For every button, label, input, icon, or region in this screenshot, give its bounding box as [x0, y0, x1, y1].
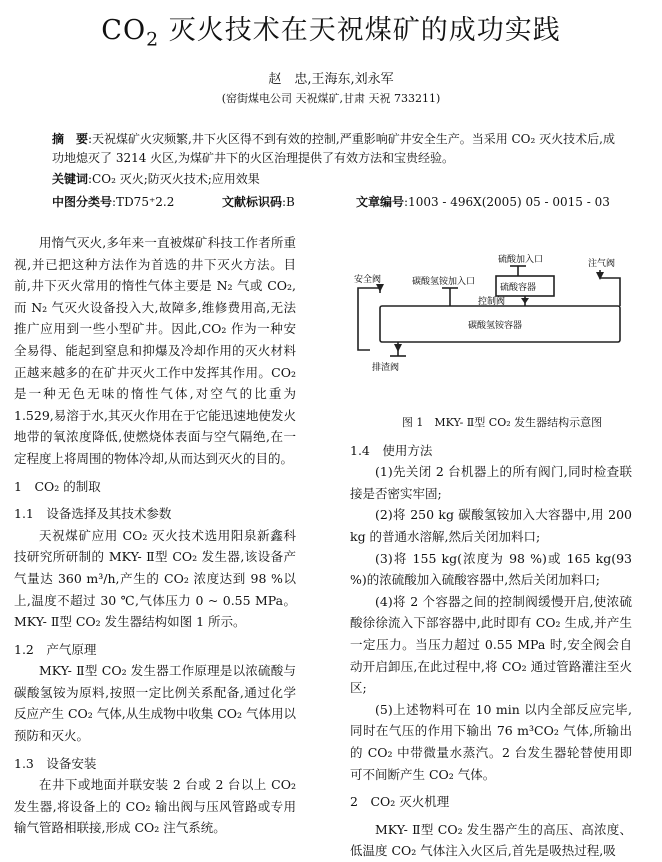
section-1-2-heading: 1.2 产气原理: [14, 641, 97, 657]
label-nh4-inlet: 碳酸氢铵加入口: [412, 277, 476, 287]
section-1-heading: 1 CO₂ 的制取: [14, 478, 101, 494]
section-1-3-text: 在井下或地面并联安装 2 台或 2 台以上 CO₂ 发生器,将设备上的 CO₂ 输出阀与压风管路或专用输气管路相联接,形成 CO₂ 注气系统。: [14, 777, 296, 836]
intro-paragraph: 用惰气灭火,多年来一直被煤矿科技工作者所重视,并已把这种方法作为首选的井下灭火方法。目前,井下灭火常用的惰性气体主要是 N₂ 气或 CO₂,而 N₂ 气灭火设备投入大,故障多,维修费用高,无法推广应用到一些小型矿井。因此,CO₂ 作为一种安全易得、能起到窒息和抑爆及冷却作用的灭火材料正越来越多的在矿井灭火工作中发挥其作用。CO₂ 是一种无色无味的惰性气体,对空气的比重为 1.529,易溶于水,其灭火作用在于它能迅速地使发火地带的氧浓度降低,使燃烧体表面与空气隔绝,在一定程度上将周围的物体冷却,从而达到灭火的目的。: [14, 235, 296, 466]
figure-1-caption: 图 1 MKY- Ⅱ型 CO₂ 发生器结构示意图: [401, 416, 603, 429]
label-h2so4-inlet: 硫酸加入口: [498, 255, 544, 265]
right-column: [350, 248, 632, 862]
section-1-3-heading: 1.3 设备安装: [14, 755, 97, 771]
figure-1: [350, 248, 632, 408]
authors: 赵 忠,王海东,刘永军: [268, 72, 394, 87]
doc-label: 文献标识码: [222, 195, 283, 209]
label-safety-valve: 安全阀: [354, 275, 382, 285]
keywords-label: 关键词: [52, 172, 89, 186]
section-1-4-heading: 1.4 使用方法: [350, 442, 433, 458]
classification-line: [52, 193, 632, 212]
section-1-2-text: MKY- Ⅱ型 CO₂ 发生器工作原理是以浓硫酸与碳酸氢铵为原料,按照一定比例关系配备,通过化学反应产生 CO₂ 气体,从生成物中收集 CO₂ 气体用以预防和灭火。: [14, 663, 297, 744]
clc-label: 中图分类号: [52, 195, 113, 209]
abstract: [52, 130, 622, 168]
left-column: [14, 232, 296, 839]
step-4: (4)将 2 个容器之间的控制阀缓慢开启,使浓硫酸徐徐流入下部容器中,此时即有 CO₂ 生成,并产生一定压力。当压力超过 0.55 MPa 时,安全阀会自动开启卸压,在此过程中,将 CO₂ 通过管路灌注至火区;: [350, 593, 632, 696]
generator-diagram: [350, 248, 632, 408]
paper-title: $CO_2$ 灭火技术在天祝煤矿的成功实践: [101, 15, 561, 51]
doc-value: :B: [282, 195, 295, 209]
section-2-text: MKY- Ⅱ型 CO₂ 发生器产生的高压、高浓度、低温度 CO₂ 气体注入火区后,首先是吸热过程,吸: [350, 821, 632, 859]
affiliation: (窑街煤电公司 天祝煤矿,甘肃 天祝 733211): [221, 92, 441, 105]
step-5: (5)上述物料可在 10 min 以内全部反应完毕,同时在气压的作用下输出 76 m³CO₂ 气体,所输出的 CO₂ 中带微量水蒸汽。2 台发生器轮替使用即可不间断产生 CO₂ 气体。: [350, 701, 632, 782]
step-1: (1)先关闭 2 台机器上的所有阀门,同时检查联接是否密实牢固;: [350, 464, 632, 501]
clc-value: :TD75⁺2.2: [112, 195, 175, 209]
label-injection-valve: 注气阀: [588, 259, 616, 269]
article-value: :1003 - 496X(2005) 05 - 0015 - 03: [404, 195, 610, 209]
step-2: (2)将 250 kg 碳酸氢铵加入大容器中,用 200 kg 的普通水溶解,然后关闭加料口;: [350, 507, 632, 544]
step-3: (3)将 155 kg(浓度为 98 %)或 165 kg(93 %)的浓硫酸加入硫酸容器中,然后关闭加料口;: [350, 550, 632, 588]
section-1-1-text: 天祝煤矿应用 CO₂ 灭火技术选用阳泉新鑫科技研究所研制的 MKY- Ⅱ型 CO₂ 发生器,该设备产气量达 360 m³/h,产生的 CO₂ 浓度达到 98 %以上,温度不超过 30 ℃,气体压力 0 ~ 0.55 MPa。MKY- Ⅱ型 CO₂ 发生器结构如图 1 所示。: [14, 527, 296, 630]
label-h2so4-container: 硫酸容器: [500, 283, 537, 293]
keywords: [52, 170, 622, 189]
abstract-text: :天祝煤矿火灾频繁,井下火区得不到有效的控制,严重影响矿井安全生产。当采用 CO₂ 灭火技术后,成功地熄灭了 3214 火区,为煤矿井下的火区治理提供了有效方法和宝贵经验。: [52, 132, 615, 165]
article-label: 文章编号: [356, 195, 405, 209]
label-drain-valve: 排渣阀: [372, 363, 400, 373]
abstract-label: 摘 要: [52, 132, 89, 146]
keywords-text: :CO₂ 灭火;防灭火技术;应用效果: [88, 172, 260, 186]
label-nh4-container: 碳酸氢铵容器: [468, 321, 523, 331]
label-control-valve: 控制阀: [478, 297, 506, 307]
section-1-1-heading: 1.1 设备选择及其技术参数: [14, 506, 172, 522]
section-2-heading: 2 CO₂ 灭火机理: [350, 794, 450, 810]
